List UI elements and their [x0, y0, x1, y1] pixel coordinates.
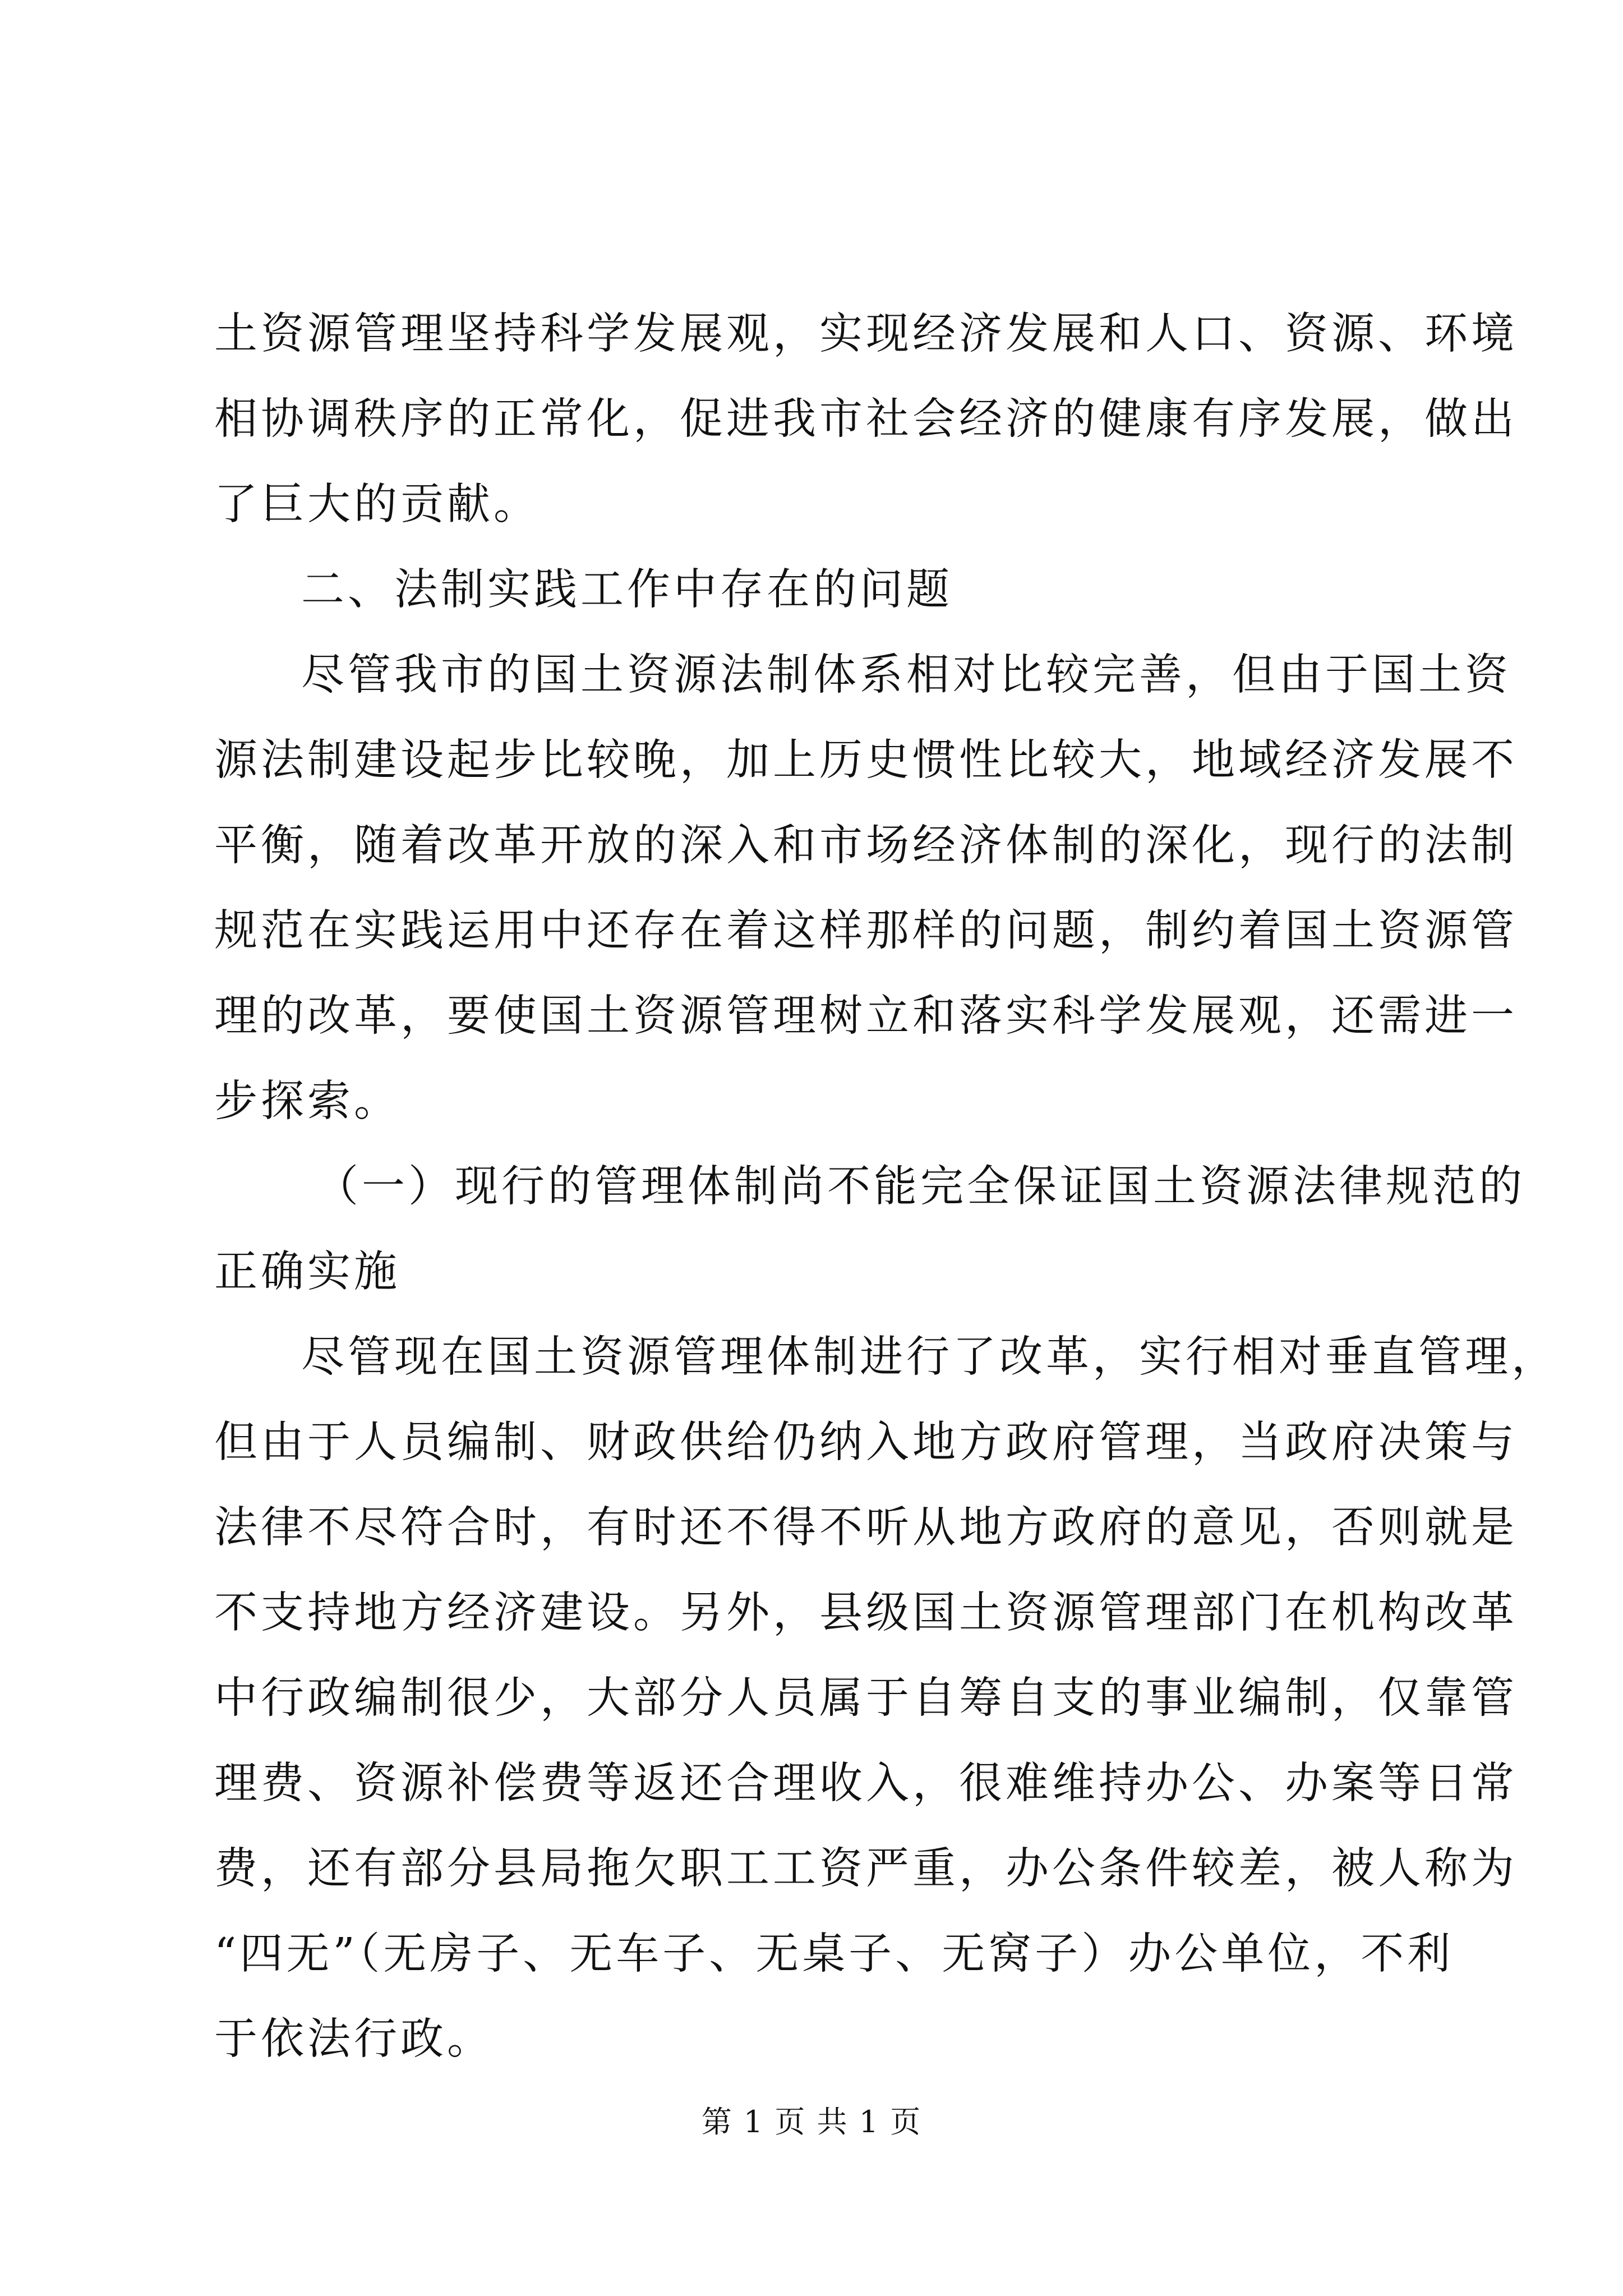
subsection-heading-continued: 正确实施: [214, 1247, 400, 1297]
paragraph-line: 理费、资源补偿费等返还合理收入，很难维持办公、办案等日常: [214, 1759, 1518, 1809]
paragraph-line: 源法制建设起步比较晚，加上历史惯性比较大，地域经济发展不: [214, 735, 1518, 785]
paragraph-line: 步探索。: [214, 1076, 400, 1126]
section-heading: 二、法制实践工作中存在的问题: [301, 565, 953, 615]
paragraph-line: 不支持地方经济建设。另外，县级国土资源管理部门在机构改革: [214, 1588, 1518, 1638]
subsection-heading: （一）现行的管理体制尚不能完全保证国土资源法律规范的: [315, 1162, 1525, 1212]
paragraph-line: 尽管我市的国土资源法制体系相对比较完善，但由于国土资: [301, 650, 1511, 700]
paragraph-line: 但由于人员编制、财政供给仍纳入地方政府管理，当政府决策与: [214, 1418, 1518, 1467]
paragraph-line: 费，还有部分县局拖欠职工工资严重，办公条件较差，被人称为: [214, 1844, 1518, 1894]
paragraph-line: 法律不尽符合时，有时还不得不听从地方政府的意见，否则就是: [214, 1503, 1518, 1553]
paragraph-line: 于依法行政。: [214, 2014, 494, 2064]
document-body: [214, 292, 1558, 2082]
paragraph-line: 土资源管理坚持科学发展观，实现经济发展和人口、资源、环境: [214, 309, 1518, 359]
paragraph-line: 平衡，随着改革开放的深入和市场经济体制的深化，现行的法制: [214, 821, 1518, 871]
page-number-footer: 第 1 页 共 1 页: [701, 2104, 922, 2139]
paragraph-line: 中行政编制很少，大部分人员属于自筹自支的事业编制，仅靠管: [214, 1673, 1518, 1723]
paragraph-line: 规范在实践运用中还存在着这样那样的问题，制约着国土资源管: [214, 906, 1518, 956]
paragraph-line: “四无”（无房子、无车子、无桌子、无窝子）办公单位，不利: [214, 1929, 1454, 1979]
paragraph-line: 相协调秩序的正常化，促进我市社会经济的健康有序发展，做出: [214, 394, 1518, 444]
paragraph-line: 尽管现在国土资源管理体制进行了改革，实行相对垂直管理，: [301, 1332, 1558, 1382]
paragraph-line: 理的改革，要使国土资源管理树立和落实科学发展观，还需进一: [214, 991, 1518, 1041]
paragraph-line: 了巨大的贡献。: [214, 480, 540, 530]
